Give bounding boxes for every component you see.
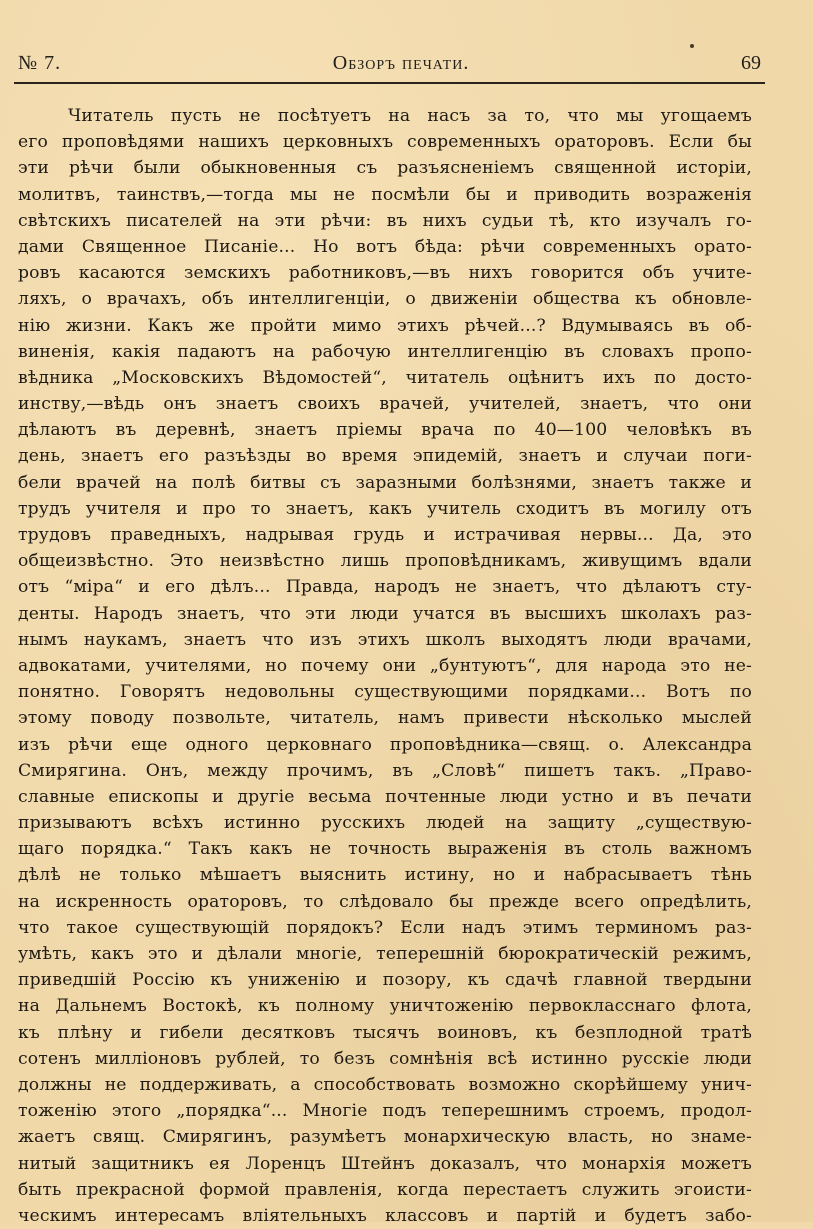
text-line: Читатель пусть не посѣтуетъ на насъ за то, что мы угощаемъ xyxy=(68,106,752,126)
text-line: отъ “міра“ и его дѣлъ... Правда, народъ не знаетъ, что дѣлаютъ сту- xyxy=(18,577,752,598)
text-line: бели врачей на полѣ битвы съ заразными болѣзнями, знаетъ также и xyxy=(18,472,752,493)
text-line: на искренность ораторовъ, то слѣдовало бы прежде всего опредѣлить, xyxy=(18,891,752,912)
text-line: изъ рѣчи еще одного церковнаго проповѣдника—свящ. о. Александра xyxy=(18,734,752,755)
text-line: этому поводу позвольте, читатель, намъ привести нѣсколько мыслей xyxy=(18,708,752,729)
text-line: день, знаетъ его разъѣзды во время эпидемій, знаетъ и случаи поги- xyxy=(18,446,752,467)
text-line: общеизвѣстно. Это неизвѣстно лишь проповѣдникамъ, живущимъ вдали xyxy=(18,551,752,572)
text-line: сотенъ милліоновъ рублей, то безъ сомнѣнія всѣ истинно русскіе люди xyxy=(18,1048,752,1069)
text-line: умѣть, какъ это и дѣлали многіе, теперешній бюрократическій режимъ, xyxy=(18,944,752,964)
section-title: Обзоръ печати. xyxy=(332,52,470,74)
text-line: славные епископы и другіе весьма почтенные люди устно и въ печати xyxy=(18,786,752,807)
header-rule xyxy=(14,82,765,84)
text-line: что такое существующій порядокъ? Если надъ этимъ терминомъ раз- xyxy=(18,917,752,938)
text-line: Смирягина. Онъ, между прочимъ, въ „Словѣ“ пишетъ такъ. „Право- xyxy=(18,760,752,781)
text-line: призываютъ всѣхъ истинно русскихъ людей на защиту „существую- xyxy=(18,813,752,834)
text-line: дѣлѣ не только мѣшаетъ выяснить истину, но и набрасываетъ тѣнь xyxy=(18,865,752,886)
text-line: дѣлаютъ въ деревнѣ, знаетъ пріемы врача по 40—100 человѣкъ въ xyxy=(18,420,752,441)
text-line: на Дальнемъ Востокѣ, къ полному уничтоженію первокласснаго флота, xyxy=(18,996,752,1017)
running-header xyxy=(18,52,761,82)
text-line: ровъ касаются земскихъ работниковъ,—въ нихъ говорится объ учите- xyxy=(18,263,752,284)
paper-speck xyxy=(690,44,694,48)
text-line: трудовъ праведныхъ, надрывая грудь и истрачивая нервы... Да, это xyxy=(18,525,752,545)
text-line: свѣтскихъ писателей на эти рѣчи: въ нихъ судьи тѣ, кто изучалъ го- xyxy=(18,210,752,231)
text-line: ческимъ интересамъ вліятельныхъ классовъ и партій и будетъ забо- xyxy=(18,1205,752,1226)
text-line: дами Священное Писаніе... Но вотъ бѣда: рѣчи современныхъ орато- xyxy=(18,236,752,257)
text-line: быть прекрасной формой правленія, когда перестаетъ служить эгоисти- xyxy=(18,1179,752,1200)
text-line: виненія, какія падаютъ на рабочую интеллигенцію въ словахъ пропо- xyxy=(18,341,752,362)
text-line: денты. Народъ знаетъ, что эти люди учатся въ высшихъ школахъ раз- xyxy=(18,603,752,624)
text-line: къ плѣну и гибели десятковъ тысячъ воиновъ, къ безплодной тратѣ xyxy=(18,1022,752,1043)
page-number: 69 xyxy=(741,52,761,74)
text-line: понятно. Говорятъ недовольны существующими порядками... Вотъ по xyxy=(18,682,752,703)
text-line: его проповѣдями нашихъ церковныхъ современныхъ ораторовъ. Если бы xyxy=(18,132,752,153)
text-line: щаго порядка.“ Такъ какъ не точность выраженія въ столь важномъ xyxy=(18,839,752,860)
text-line: жаетъ свящ. Смирягинъ, разумѣетъ монархическую власть, но знаме- xyxy=(18,1127,752,1148)
text-line: ляхъ, о врачахъ, объ интеллигенціи, о движеніи общества къ обновле- xyxy=(18,289,752,310)
text-line: адвокатами, учителями, но почему они „бунтуютъ“, для народа это не- xyxy=(18,655,752,676)
body-text xyxy=(18,103,752,1229)
text-line: вѣдника „Московскихъ Вѣдомостей“, читатель оцѣнитъ ихъ по досто- xyxy=(18,367,752,388)
text-line: нитый защитникъ ея Лоренцъ Штейнъ доказалъ, что монархія можетъ xyxy=(18,1153,752,1174)
text-line: инству,—вѣдь онъ знаетъ своихъ врачей, учителей, знаетъ, что они xyxy=(18,394,752,415)
text-line: приведшій Россію къ униженію и позору, къ сдачѣ главной твердыни xyxy=(18,970,752,991)
text-line: тоженію этого „порядка“... Многіе подъ теперешнимъ строемъ, продол- xyxy=(18,1101,752,1122)
text-line: нію жизни. Какъ же пройти мимо этихъ рѣчей...? Вдумываясь въ об- xyxy=(18,315,752,336)
text-line: эти рѣчи были обыкновенныя съ разъясненіемъ священной исторіи, xyxy=(18,158,752,179)
text-line: трудъ учителя и про то знаетъ, какъ учитель сходитъ въ могилу отъ xyxy=(18,498,752,519)
text-line: нымъ наукамъ, знаетъ что изъ этихъ школъ выходятъ люди врачами, xyxy=(18,629,752,650)
issue-number: № 7. xyxy=(18,52,62,74)
text-line: должны не поддерживать, а способствовать возможно скорѣйшему унич- xyxy=(18,1074,752,1095)
text-line: молитвъ, таинствъ,—тогда мы не посмѣли бы и приводить возраженія xyxy=(18,184,752,205)
